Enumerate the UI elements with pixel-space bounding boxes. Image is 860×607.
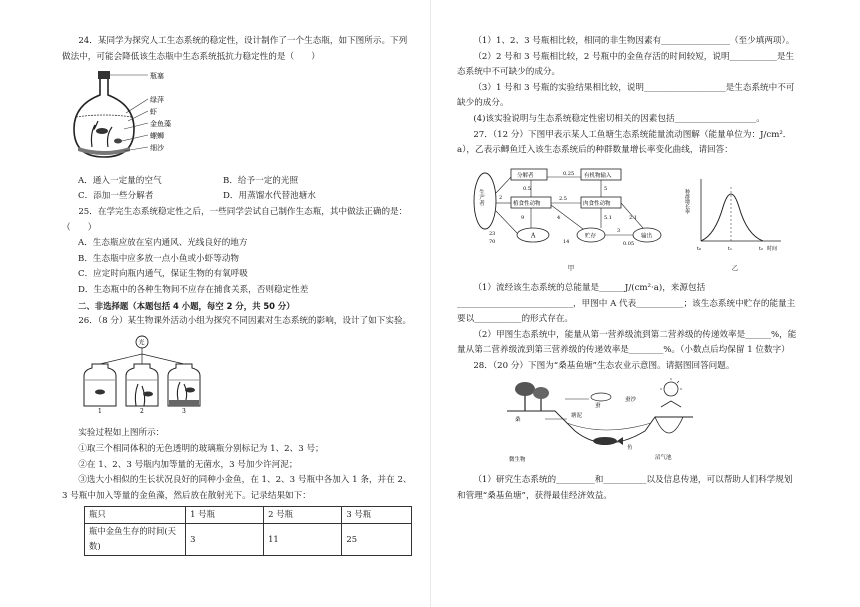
seaweed-shape [91,121,98,147]
left-column [62,34,412,556]
table-row [85,507,412,524]
right-column [457,34,801,504]
flow-value: 4 [557,214,561,221]
biogas-pit [655,417,683,433]
herbivore-label: 植食性动物 [513,200,541,207]
flow-value: 70 [489,238,496,245]
table-header-cell: 3 号瓶 [342,507,412,524]
q25-option-a[interactable]: A．生态瓶应放在室内通风、光线良好的地方 [78,238,248,249]
q27-stem: 27．（12 分）下图甲表示某人工鱼塘生态系统能量流动图解（能量单位为：J/cm²．a），乙表示鲫鱼迁入该生态系统后的种群数量增长率变化曲线，请回答： [457,129,792,156]
q25-stem: 25．在学完生态系统稳定性之后，一些同学尝试自己制作生态瓶，其中做法正确的是：（ ） [62,206,408,233]
flow-value: 0.25 [563,170,575,177]
label-sand: 细沙 [150,144,164,153]
q24-option-a[interactable]: A．通入一定量的空气 [78,175,162,186]
q27-answer-1: （1）流经该生态系统的总能量是______J/(cm²·a)，来源包括___________________________，甲图中 A 代表___________；该生态系统中贮存的能量主要以___________的形式存在。 [457,282,796,325]
q24-options-row1 [62,174,412,190]
q26-answer-4: (4)该实验说明与生态系统稳定性密切相关的因素包括___________________。 [473,113,765,124]
table-header-cell: 瓶只 [85,507,186,524]
q28-answer-1: （1）研究生态系统的_________和__________以及信息传递，可以帮助人们科学规划和管理“桑基鱼塘”，获得最佳经济效益。 [457,475,793,501]
flow-value: 2 [499,194,503,201]
bottle-stopper [98,71,110,79]
table-header-cell: 1 号瓶 [186,507,264,524]
flow-value: 2.1 [629,214,637,221]
stored-label: 贮存 [585,233,597,240]
label-hornwort: 金鱼藻 [150,120,171,129]
scene-label: 微生物 [509,456,526,463]
q26-process: 实验过程如上图所示： [78,428,165,439]
q24-option-c[interactable]: C．添加一些分解者 [78,191,154,202]
figure-b-caption: 乙 [731,264,739,273]
carnivore-label: 肉食性动物 [583,200,611,207]
jar-3-label: 3 [182,407,186,415]
q26-answer-1: （1）1、2、3 号瓶相比较，相同的非生物因素有________________（至少填两项）。 [473,36,795,46]
decomposer-label: 分解者 [517,172,534,179]
q27-figures [471,163,801,277]
a-label: A [531,232,536,240]
flow-value: 9 [521,214,525,221]
q27-figure-a [471,163,671,277]
flow-value: 5.1 [604,214,612,221]
jar-1-label: 1 [98,407,102,415]
scene-label: 沼气池 [655,454,672,461]
mulberry-tree-icon [515,382,549,411]
q24-option-b[interactable]: B．给予一定的光照 [223,175,299,186]
table-row-label: 瓶中金鱼生存的时间(天数) [85,523,186,555]
label-snail: 螺蛳 [150,132,164,141]
curve-y-label: 种群增长率 [684,188,690,214]
column-divider [430,0,431,607]
flow-value: 23 [489,230,496,237]
organic-input-label: 有机物输入 [584,172,612,179]
jar-3 [168,364,200,406]
label-stopper: 瓶塞 [150,72,164,81]
q28-stem: 28．（20 分）下图为“桑基鱼塘”生态农业示意图。请据图回答问题。 [473,360,735,371]
fish-icon [593,437,617,445]
producer-label: 生产者 [478,188,484,206]
tick-label: t₀ [697,245,702,252]
figure-a-caption: 甲 [567,264,575,273]
q25-option-b[interactable]: B．生态瓶中应多放一点小鱼或小虾等动物 [78,253,240,264]
q26-stem: 26．（8 分）某生物课外活动小组为探究不同因素对生态系统的影响，设计了如下实验。 [78,316,412,327]
scene-label: 蚕 [595,402,601,409]
label-shrimp: 虾 [150,108,157,117]
scene-label: 蚕沙 [625,396,637,403]
flow-value: 14 [563,238,570,245]
table-cell: 3 [186,523,264,555]
flow-value: 2.5 [559,195,567,202]
q26-step3: ③选大小相似的生长状况良好的同种小金鱼，在 1、2、3 号瓶中各加入 1 条，并在 2、3 号瓶中加入等量的金鱼藻，然后放在散射光下。记录结果如下： [62,475,412,501]
section-heading: 二、非选择题（本题包括 4 小题，每空 2 分，共 50 分） [78,300,295,311]
fish-shape [96,128,108,134]
table-row [85,523,412,555]
q24-figure [62,69,412,168]
table-cell: 11 [264,523,342,555]
jar-1 [84,364,116,406]
eco-bottle-diagram [62,69,212,161]
jar-2 [126,364,158,406]
curve-x-label: 时间 [767,245,778,252]
output-label: 输出 [641,233,653,240]
q26-answer-3: （3）1 号和 3 号瓶的实验结果相比较，说明___________________是生态系统中不可缺少的成分。 [457,82,795,109]
flow-value: 0.05 [623,240,635,247]
bottle-outline [74,79,134,157]
sun-icon [664,382,678,396]
q25-option-d[interactable]: D．生态瓶中的各种生物间不应存在捕食关系，否则稳定性差 [78,284,309,295]
flow-value: 3 [617,227,621,234]
tick-label: t₁ [728,245,733,252]
growth-rate-curve [685,175,785,255]
jar-2-label: 2 [140,407,144,415]
q24-options-row2 [62,189,412,205]
q24-option-d[interactable]: D．用蒸馏水代替池塘水 [223,191,316,202]
tick-label: t₂ [759,245,764,252]
scene-label: 鱼 [627,444,633,451]
scene-label: 塘泥 [571,412,583,419]
mulberry-fishpond-diagram [505,377,695,465]
scene-label: 桑 [515,416,521,423]
q26-step1: ①取三个相同体积的无色透明的玻璃瓶分别标记为 1、2、3 号； [78,443,324,454]
q26-step2: ②在 1、2、3 号瓶内加等量的无菌水，3 号加少许河泥； [78,459,298,470]
table-cell: 25 [342,523,412,555]
growth-curve-line [701,194,763,241]
flow-value: 0.5 [523,185,531,192]
silkworm-icon [591,393,611,401]
q26-answer-2: （2）2 号和 3 号瓶相比较，2 号瓶中的金鱼存活的时间较短，说明___________是生态系统中不可缺少的成分。 [457,51,795,78]
q28-figure [505,377,801,472]
three-jars-diagram [78,334,208,414]
q24-stem: 24．某同学为探究人工生态系统的稳定性，设计制作了一个生态瓶，如下图所示。下列做法中，可能会降低该生态瓶中生态系统抵抗力稳定性的是（ ） [62,36,408,62]
light-label: 光 [138,339,145,347]
q27-figure-b [685,175,785,277]
q25-option-c[interactable]: C．应定时向瓶内通气，保证生物的有氧呼吸 [78,269,248,280]
table-header-cell: 2 号瓶 [264,507,342,524]
label-duckweed: 绿萍 [150,96,164,105]
q26-results-table [84,506,412,556]
q27-answer-2: （2）甲图生态系统中，能量从第一营养级流到第二营养级的传递效率是______%，能量从第二营养级流到第三营养级的传递效率是________%。（小数点后均保留 1 位数字） [457,329,797,356]
q26-figure [78,334,412,421]
flow-value: 5 [604,185,608,192]
energy-flow-diagram [471,163,671,255]
